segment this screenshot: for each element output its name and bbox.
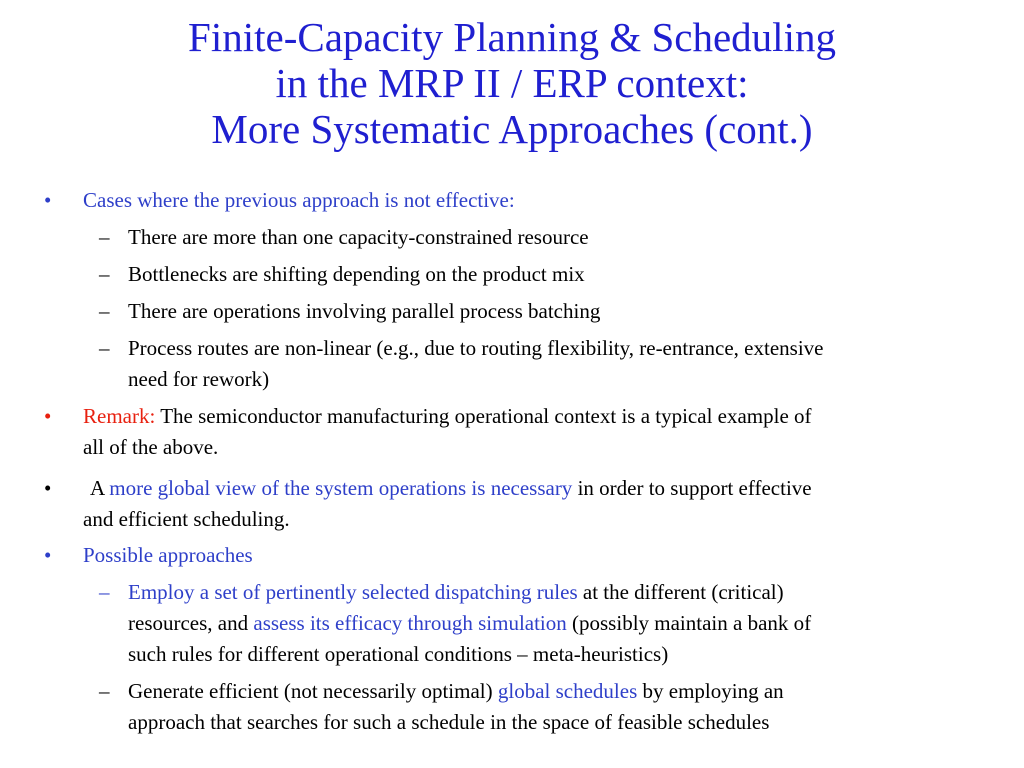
bullet-marker: • bbox=[44, 404, 52, 428]
bullet-marker: • bbox=[44, 188, 52, 212]
generate-employing: by employing an bbox=[642, 679, 784, 703]
bullet-cases-heading: Cases where the previous approach is not effective: bbox=[83, 188, 515, 212]
simulation-highlight: assess its efficacy through simulation bbox=[253, 611, 567, 635]
dispatching-line-3: such rules for different operational conditions – meta-heuristics) bbox=[128, 642, 669, 666]
generate-text: Generate efficient (not necessarily optimal) bbox=[128, 679, 493, 703]
title-line-3: More Systematic Approaches (cont.) bbox=[211, 106, 813, 152]
remark-text: The semiconductor manufacturing operational context is a typical example of bbox=[160, 404, 812, 428]
sub-bullet-capacity: There are more than one capacity-constrained resource bbox=[128, 225, 589, 249]
global-view-post: in order to support effective bbox=[577, 476, 812, 500]
remark-line-1 bbox=[83, 401, 812, 432]
global-view-line-1 bbox=[90, 473, 812, 504]
title-line-2: in the MRP II / ERP context: bbox=[275, 60, 749, 106]
global-view-line-2: and efficient scheduling. bbox=[83, 507, 290, 531]
dash-marker: – bbox=[99, 679, 110, 703]
global-view-pre: A bbox=[90, 476, 105, 500]
dispatching-line-2 bbox=[128, 608, 811, 639]
global-schedules-highlight: global schedules bbox=[497, 679, 638, 703]
sub-bullet-routes-line2: need for rework) bbox=[128, 367, 270, 391]
generate-line-2: approach that searches for such a schedule in the space of feasible schedules bbox=[128, 710, 770, 734]
remark-line-2: all of the above. bbox=[83, 435, 219, 459]
dispatching-bank: (possibly maintain a bank of bbox=[572, 611, 812, 635]
bullet-marker: • bbox=[44, 543, 52, 567]
title-line-1: Finite-Capacity Planning & Scheduling bbox=[188, 14, 836, 60]
possible-approaches-heading: Possible approaches bbox=[83, 543, 253, 567]
remark-label: Remark: bbox=[83, 404, 156, 428]
sub-bullet-routes-line1: Process routes are non-linear (e.g., due to routing flexibility, re-entrance, extensive bbox=[128, 336, 824, 360]
dispatching-highlight: Employ a set of pertinently selected dispatching rules bbox=[128, 580, 578, 604]
global-view-highlight: more global view of the system operations is necessary bbox=[109, 476, 573, 500]
dash-marker: – bbox=[99, 299, 110, 323]
dispatching-line-1 bbox=[128, 577, 784, 608]
dash-marker: – bbox=[99, 336, 110, 360]
dispatching-text: at the different (critical) bbox=[582, 580, 784, 604]
dash-marker: – bbox=[99, 580, 110, 604]
generate-line-1 bbox=[128, 676, 784, 707]
bullet-marker: • bbox=[44, 476, 52, 500]
dash-marker: – bbox=[99, 225, 110, 249]
dispatching-resources: resources, and bbox=[128, 611, 249, 635]
sub-bullet-bottlenecks: Bottlenecks are shifting depending on the product mix bbox=[128, 262, 585, 286]
dash-marker: – bbox=[99, 262, 110, 286]
sub-bullet-batching: There are operations involving parallel process batching bbox=[128, 299, 601, 323]
